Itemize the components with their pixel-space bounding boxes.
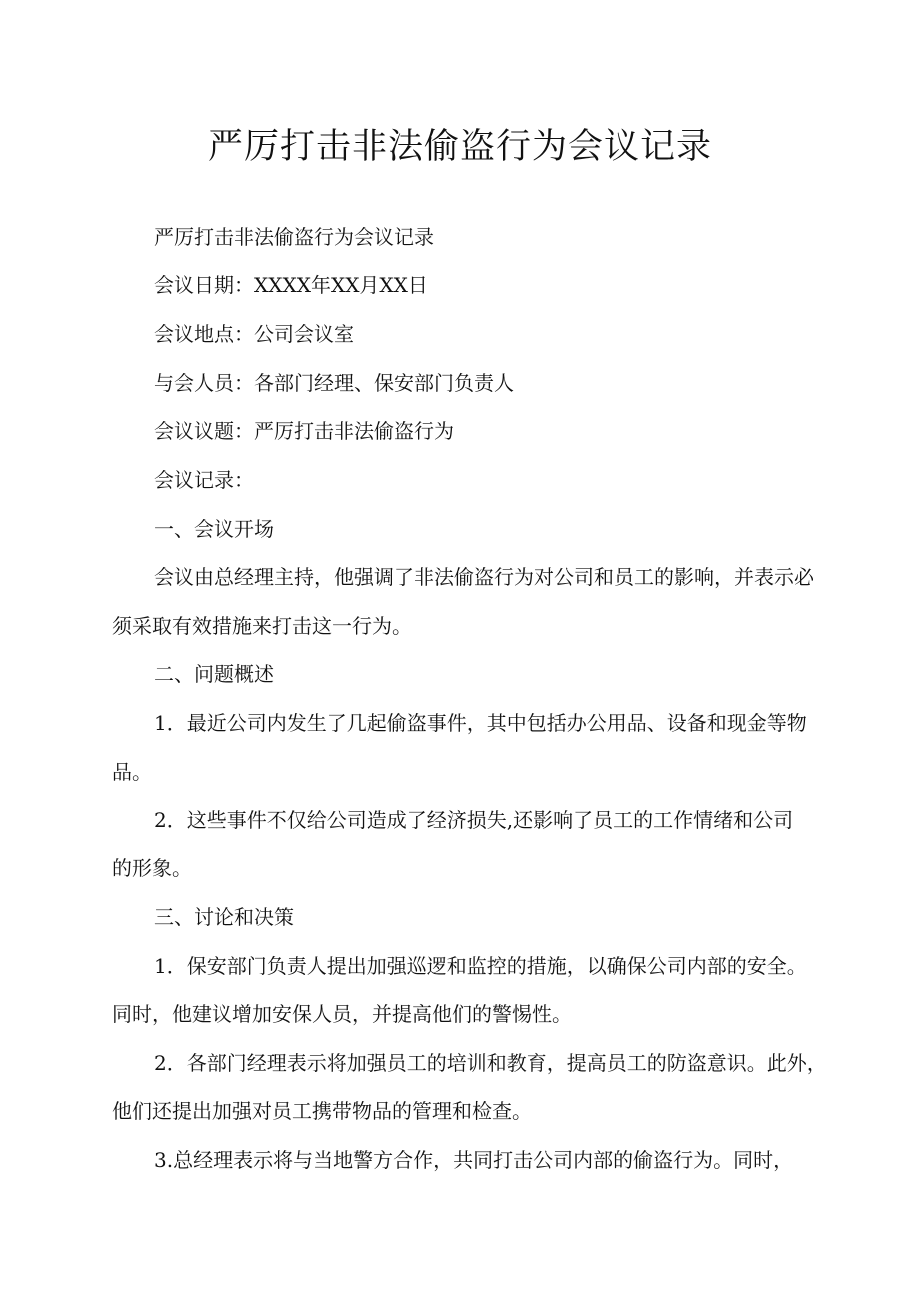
- section-3-item-2-line-1: 2．各部门经理表示将加强员工的培训和教育，提高员工的防盗意识。此外，: [154, 1051, 827, 1075]
- attendees-line: 与会人员：各部门经理、保安部门负责人: [154, 371, 514, 395]
- meeting-location-line: 会议地点：公司会议室: [154, 322, 354, 346]
- record-label-line: 会议记录：: [154, 468, 254, 492]
- section-1-paragraph-line-1: 会议由总经理主持，他强调了非法偷盗行为对公司和员工的影响，并表示必: [154, 565, 814, 589]
- section-2-item-1-line-1: 1．最近公司内发生了几起偷盗事件，其中包括办公用品、设备和现金等物: [154, 711, 807, 735]
- section-2-heading: 二、问题概述: [154, 662, 274, 686]
- subtitle-line: 严厉打击非法偷盗行为会议记录: [154, 225, 434, 249]
- section-2-item-1-line-2: 品。: [112, 760, 152, 784]
- section-3-item-2-line-2: 他们还提出加强对员工携带物品的管理和检查。: [112, 1099, 532, 1123]
- section-3-item-1-line-2: 同时，他建议增加安保人员，并提高他们的警惕性。: [112, 1002, 572, 1026]
- section-3-heading: 三、讨论和决策: [154, 905, 294, 929]
- section-3-item-3-line-1: 3.总经理表示将与当地警方合作，共同打击公司内部的偷盗行为。同时，: [154, 1148, 794, 1172]
- section-1-heading: 一、会议开场: [154, 517, 274, 541]
- section-2-item-2-line-1: 2．这些事件不仅给公司造成了经济损失,还影响了员工的工作情绪和公司: [154, 808, 794, 832]
- meeting-date-line: 会议日期：XXXX年XX月XX日: [154, 273, 428, 297]
- section-3-item-1-line-1: 1．保安部门负责人提出加强巡逻和监控的措施，以确保公司内部的安全。: [154, 954, 807, 978]
- meeting-topic-line: 会议议题：严厉打击非法偷盗行为: [154, 419, 454, 443]
- section-1-paragraph-line-2: 须采取有效措施来打击这一行为。: [112, 614, 412, 638]
- section-2-item-2-line-2: 的形象。: [112, 856, 192, 880]
- document-title: 严厉打击非法偷盗行为会议记录: [207, 127, 712, 167]
